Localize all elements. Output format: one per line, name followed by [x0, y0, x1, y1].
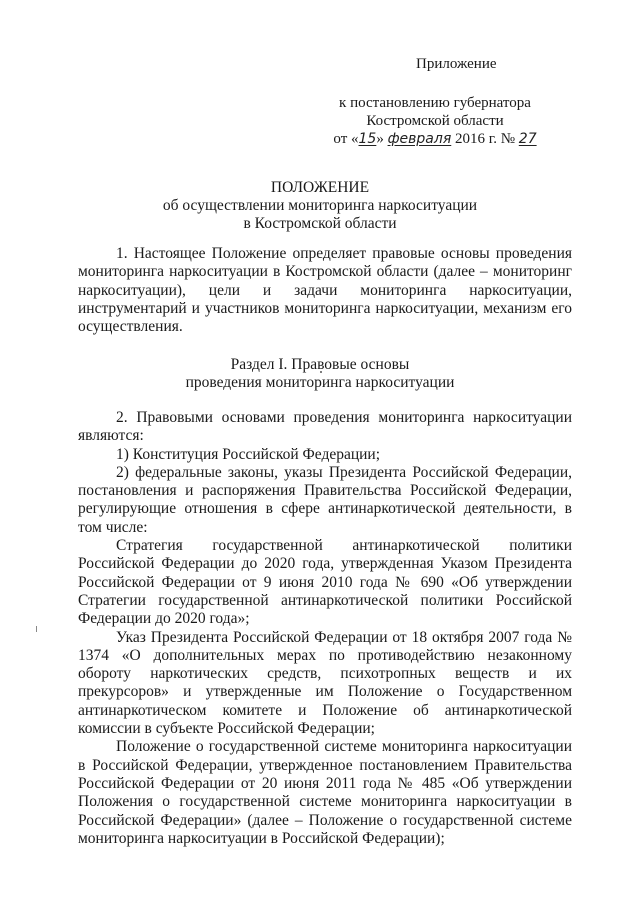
decree-year: 2016 г. № — [455, 131, 516, 147]
document-title — [76, 179, 564, 233]
annex-label: Приложение — [416, 56, 497, 72]
paragraph-ukaz: Указ Президента Российской Федерации от 18 октября 2007 года № 1374 «О дополнительных мерах по противодействию незаконному обороту наркотических средств, психотропных веществ и их прекурсоров» и утвержденные им Положение о Государственном антинаркотическом комитете и Положение об антинаркотической комиссии в субъекте Российской Федерации; — [78, 628, 572, 738]
decree-line-2: Костромской области — [366, 113, 504, 129]
paragraph-monitoring-system: Положение о государственной системе мониторинга наркоситуации в Российской Федерации, утвержденное постановлением Правительства Российской Федерации от 20 июня 2011 года № 485 «Об утверждении Положения о государственной системе мониторинга наркоситуации в Российской Федерации» (далее – Положение о государственной системе мониторинга наркоситуации в Российской Федерации); — [78, 738, 572, 847]
paragraph-2: 2. Правовыми основами проведения мониторинга наркоситуации являются: — [78, 409, 572, 445]
paragraph-2-item-2: 2) федеральные законы, указы Президента Российской Федерации, постановления и распоряжения Правительства Российской Федерации, регулирующие отношения в сфере антинаркотической деятельности, в том числе: — [78, 463, 572, 536]
paragraph-1: 1. Настоящее Положение определяет правовые основы проведения мониторинга наркоситуации в Костромской области (далее – мониторинг наркоситуации), цели и задачи мониторинга наркоситуации, инструментарий и участников мониторинга наркоситуации, механизм его осуществления. — [78, 245, 572, 336]
decree-day: 15 — [358, 131, 377, 147]
decree-month: февраля — [387, 131, 452, 147]
decree-from-label: от « — [333, 131, 359, 147]
decree-reference — [290, 94, 580, 148]
section-1-line-2: проведения мониторинга наркоситуации — [185, 374, 455, 391]
section-1-line-1: Раздел I. Правовые основы — [230, 356, 410, 373]
paragraph-2-item-1: 1) Конституция Российской Федерации; — [116, 445, 381, 463]
margin-mark — [36, 626, 37, 632]
decree-number: 27 — [518, 131, 537, 147]
section-1-body — [78, 409, 572, 848]
decree-quote-close: » — [376, 131, 384, 147]
decree-line-1: к постановлению губернатора — [339, 95, 531, 111]
title-line-1: ПОЛОЖЕНИЕ — [270, 179, 370, 196]
title-line-3: в Костромской области — [243, 215, 397, 232]
paragraph-strategy: Стратегия государственной антинаркотической политики Российской Федерации до 2020 года, утвержденная Указом Президента Российской Федерации от 9 июня 2010 года № 690 «Об утверждении Стратегии государственной антинаркотической политики Российской Федерации до 2020 года»; — [78, 537, 572, 628]
section-1-heading — [76, 356, 564, 392]
title-line-2: об осуществлении мониторинга наркоситуации — [162, 197, 478, 214]
decree-date-line — [290, 130, 580, 148]
intro-block — [78, 245, 572, 336]
